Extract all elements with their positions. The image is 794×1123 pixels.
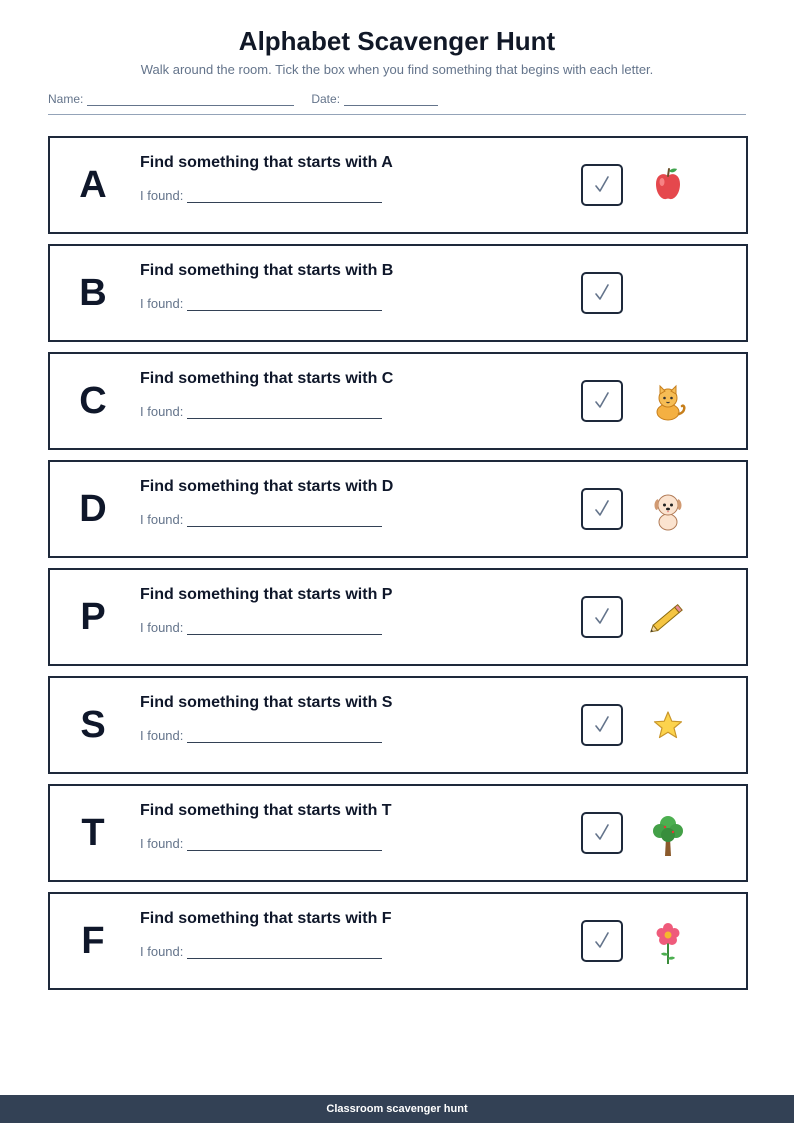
- apple-icon: [640, 158, 696, 214]
- tick-checkbox[interactable]: [581, 164, 623, 206]
- hunt-row-a: [48, 136, 748, 234]
- found-line: [140, 404, 382, 419]
- letter: F: [81, 920, 105, 962]
- pencil-icon: [640, 590, 696, 646]
- found-line: [140, 512, 382, 527]
- flower-icon: [640, 914, 696, 970]
- found-label: I found:: [140, 188, 184, 203]
- divider: [48, 114, 746, 115]
- found-input[interactable]: [187, 730, 382, 743]
- prompt: Find something that starts with P: [140, 586, 393, 603]
- checkmark-icon: [592, 283, 612, 303]
- found-input[interactable]: [187, 622, 382, 635]
- found-input[interactable]: [187, 298, 382, 311]
- found-label: I found:: [140, 404, 184, 419]
- tick-checkbox[interactable]: [581, 272, 623, 314]
- checkmark-icon: [592, 931, 612, 951]
- prompt: Find something that starts with F: [140, 910, 392, 927]
- found-input[interactable]: [187, 946, 382, 959]
- letter: A: [79, 164, 107, 206]
- hunt-row-f: [48, 892, 748, 990]
- found-input[interactable]: [187, 514, 382, 527]
- found-line: [140, 188, 382, 203]
- prompt: Find something that starts with T: [140, 802, 392, 819]
- star-icon: [640, 698, 696, 754]
- tick-checkbox[interactable]: [581, 596, 623, 638]
- found-label: I found:: [140, 836, 184, 851]
- prompt: Find something that starts with A: [140, 154, 393, 171]
- tick-checkbox[interactable]: [581, 920, 623, 962]
- hunt-row-p: [48, 568, 748, 666]
- hunt-row-s: [48, 676, 748, 774]
- name-field[interactable]: [87, 93, 294, 106]
- found-line: [140, 728, 382, 743]
- found-label: I found:: [140, 512, 184, 527]
- date-field[interactable]: [344, 93, 438, 106]
- tick-checkbox[interactable]: [581, 488, 623, 530]
- found-label: I found:: [140, 728, 184, 743]
- checkmark-icon: [592, 499, 612, 519]
- dog-icon: [640, 482, 696, 538]
- found-input[interactable]: [187, 838, 382, 851]
- hunt-row-t: [48, 784, 748, 882]
- found-label: I found:: [140, 296, 184, 311]
- found-line: [140, 620, 382, 635]
- found-line: [140, 836, 382, 851]
- letter: D: [79, 488, 107, 530]
- tick-checkbox[interactable]: [581, 380, 623, 422]
- checkmark-icon: [592, 175, 612, 195]
- prompt: Find something that starts with C: [140, 370, 394, 387]
- found-label: I found:: [140, 944, 184, 959]
- found-line: [140, 296, 382, 311]
- hunt-row-c: [48, 352, 748, 450]
- hunt-row-b: [48, 244, 748, 342]
- prompt: Find something that starts with D: [140, 478, 394, 495]
- found-line: [140, 944, 382, 959]
- date-label: Date:: [311, 92, 341, 106]
- checkmark-icon: [592, 823, 612, 843]
- hunt-row-d: [48, 460, 748, 558]
- page-title: Alphabet Scavenger Hunt: [238, 26, 556, 56]
- letter: T: [81, 812, 105, 854]
- name-label: Name:: [48, 92, 84, 106]
- prompt: Find something that starts with B: [140, 262, 394, 279]
- checkmark-icon: [592, 715, 612, 735]
- cat-icon: [640, 374, 696, 430]
- tree-icon: [640, 806, 696, 862]
- instructions: Walk around the room. Tick the box when you find something that begins with each letter.: [140, 62, 654, 77]
- found-input[interactable]: [187, 406, 382, 419]
- tick-checkbox[interactable]: [581, 812, 623, 854]
- tick-checkbox[interactable]: [581, 704, 623, 746]
- prompt: Find something that starts with S: [140, 694, 393, 711]
- letter: P: [80, 596, 106, 638]
- letter: B: [79, 272, 107, 314]
- found-label: I found:: [140, 620, 184, 635]
- letter: S: [80, 704, 106, 746]
- footer: Classroom scavenger hunt: [0, 1095, 794, 1123]
- found-input[interactable]: [187, 190, 382, 203]
- checkmark-icon: [592, 391, 612, 411]
- letter: C: [79, 380, 107, 422]
- name-date-line: [48, 92, 438, 106]
- checkmark-icon: [592, 607, 612, 627]
